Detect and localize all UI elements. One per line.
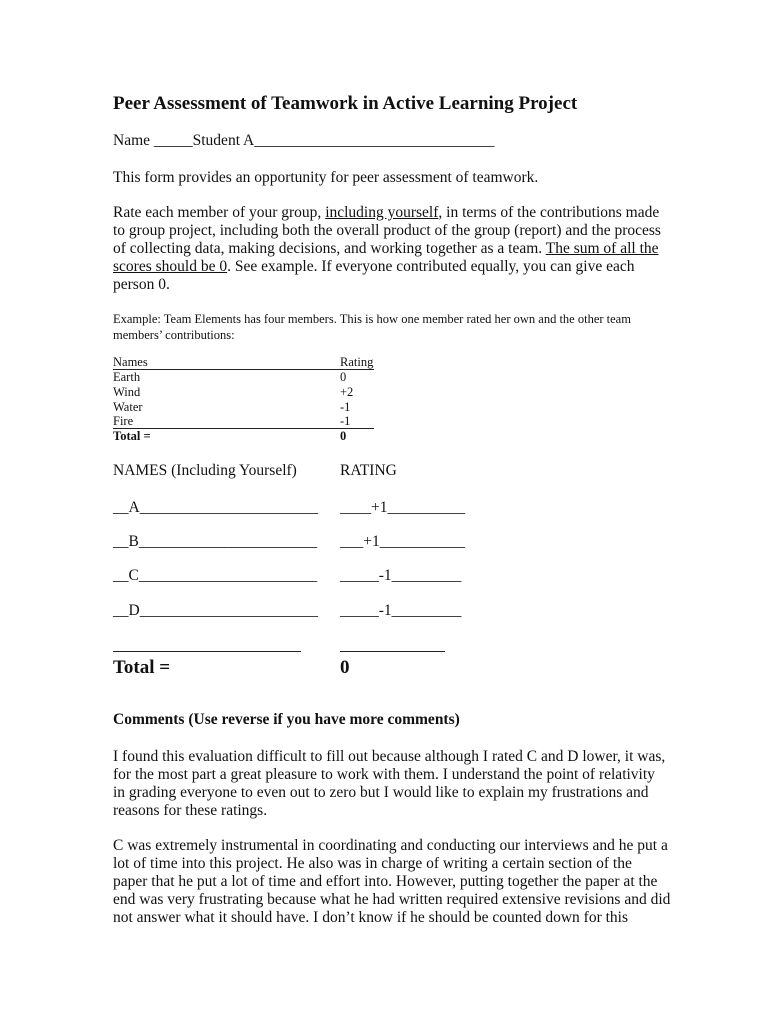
comment-line: in grading everyone to even out to zero but I would like to explain my frustrations and (113, 784, 649, 801)
example-total-value: 0 (340, 429, 347, 443)
rating-name-field[interactable]: __A_______________________ (113, 499, 318, 516)
instructions-line-2: to group project, including both the overall product of the group (report) and the process (113, 222, 661, 239)
comment-line: not answer what it should have. I don’t know if he should be counted down for this (113, 909, 629, 926)
rating-name-field[interactable]: __B_______________________ (113, 533, 318, 550)
instructions-line-3: of collecting data, making decisions, and working together as a team. The sum of all the (113, 240, 659, 257)
comment-line: C was extremely instrumental in coordinating and conducting our interviews and he put a (113, 837, 668, 854)
example-text-line-2: members’ contributions: (113, 328, 235, 342)
rating-value-field[interactable]: _____-1_________ (340, 602, 462, 619)
example-row: Fire -1 (113, 414, 351, 428)
name-line: Name _____Student A_______________________________ (113, 132, 495, 149)
example-row: Wind +2 (113, 385, 354, 399)
ratings-header-names: NAMES (Including Yourself) (113, 462, 297, 479)
ratings-header-row (113, 461, 473, 481)
example-header-names: Names (113, 355, 148, 369)
example-header-rating: Rating (340, 355, 374, 369)
instructions-line-1: Rate each member of your group, including yourself, in terms of the contributions made (113, 204, 660, 221)
rating-row-c (113, 566, 473, 586)
emphasis-including-yourself: including yourself (325, 204, 439, 221)
comment-line: end was very frustrating because what he had written required extensive revisions and did (113, 891, 671, 908)
comments-heading: Comments (Use reverse if you have more comments) (113, 711, 460, 728)
ratings-total-row (113, 656, 473, 680)
comment-line: for the most part a great pleasure to work with them. I understand the point of relativity (113, 766, 655, 783)
instructions-line-5: person 0. (113, 276, 170, 293)
rating-name-field[interactable]: __C_______________________ (113, 567, 318, 584)
intro-text: This form provides an opportunity for peer assessment of teamwork. (113, 169, 539, 186)
rating-row-b (113, 532, 473, 552)
rating-value-field[interactable]: _____-1_________ (340, 567, 462, 584)
ratings-header-rating: RATING (340, 462, 397, 479)
comment-line: lot of time into this project. He also was in charge of writing a certain section of the (113, 855, 632, 872)
rating-value-field[interactable]: ____+1__________ (340, 499, 465, 516)
comment-line: paper that he put a lot of time and effort into. However, putting together the paper at the (113, 873, 658, 890)
example-row: Earth 0 (113, 370, 347, 384)
instructions-line-4: scores should be 0. See example. If everyone contributed equally, you can give each (113, 258, 635, 275)
rating-row-d (113, 601, 473, 621)
page-title: Peer Assessment of Teamwork in Active Learning Project (113, 93, 578, 114)
emphasis-sum-zero: The sum of all the (545, 240, 659, 257)
rating-name-field[interactable]: __D_______________________ (113, 602, 318, 619)
blank-name-line[interactable] (113, 651, 301, 652)
blank-rating-line[interactable] (340, 651, 445, 652)
example-row: Water -1 (113, 400, 351, 414)
example-text-line-1: Example: Team Elements has four members. This is how one member rated her own and the other team (113, 312, 631, 326)
example-total-label: Total = (113, 429, 151, 443)
example-total-row (113, 429, 375, 444)
example-header-row (113, 355, 375, 370)
ratings-total-label: Total = (113, 657, 171, 678)
comment-line: I found this evaluation difficult to fill out because although I rated C and D lower, it was, (113, 748, 666, 765)
emphasis-scores-zero: scores should be 0 (113, 258, 228, 275)
ratings-total-value: 0 (340, 657, 350, 678)
rating-row-a (113, 498, 473, 518)
comment-line: reasons for these ratings. (113, 802, 268, 819)
rating-value-field[interactable]: ___+1___________ (340, 533, 465, 550)
